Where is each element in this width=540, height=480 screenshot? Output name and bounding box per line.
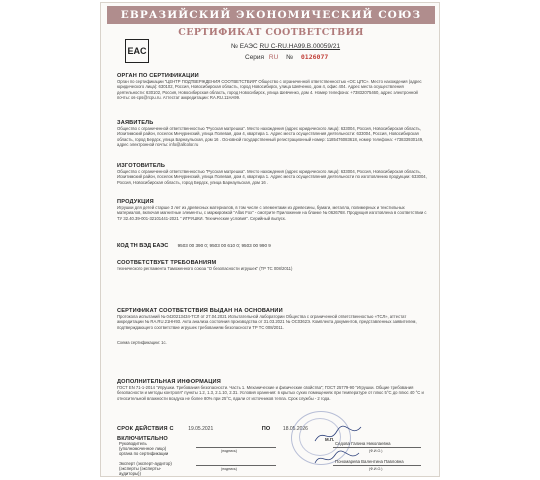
basis-heading: СЕРТИФИКАТ СООТВЕТСТВИЯ ВЫДАН НА ОСНОВАНИИ — [117, 308, 283, 314]
applicant-text: Общество с ограниченной ответственностью "Русская матрешка". Место нахождения (адрес юридического лица): 633004, Россия, Новосибирская область, Искитимский район, поселок Мичуринский, улица Полевая, дом 4, квартира 1. Адрес места осуществления деятельности: 633004, Россия, Новосибирская область, город Бердск, улица Барнаульская, дом 16 . Основной государственный регистрационный номер: 1185476083618, номер телефона: +73833930149, адрес электронной почты: info@allcolor.ru — [117, 126, 424, 148]
expert-name-caption: (Ф.И.О.) — [369, 467, 383, 471]
validity-label: СРОК ДЕЙСТВИЯ С — [117, 426, 174, 432]
codes-value: 9503 00 390 0; 9503 00 610 0; 9503 00 990 9 — [177, 243, 271, 248]
requirements-text: технического регламента Таможенного союза "О безопасности игрушек" (ТР ТС 008/2011) — [117, 266, 293, 271]
codes-heading: КОД ТН ВЭД ЕАЭС — [117, 243, 169, 249]
validity-to-label: ПО — [261, 426, 271, 432]
scheme-text: Схема сертификации: 1с. — [117, 340, 167, 346]
expert-name: Пономарева Валентина Павловна — [335, 459, 404, 464]
maker-heading: ИЗГОТОВИТЕЛЬ — [117, 163, 166, 169]
extra-heading: ДОПОЛНИТЕЛЬНАЯ ИНФОРМАЦИЯ — [117, 379, 221, 385]
organ-heading: ОРГАН ПО СЕРТИФИКАЦИИ — [117, 73, 199, 79]
maker-section — [117, 163, 429, 185]
series-number: 0126077 — [300, 53, 329, 61]
mp-label: М.П. — [325, 437, 335, 442]
series-no-label: № — [286, 54, 294, 61]
validity-from: 19.05.2021 — [188, 426, 214, 432]
head-label: Руководитель (уполномоченное лицо) органа по сертификации — [119, 441, 169, 456]
applicant-section — [117, 120, 429, 148]
basis-section — [117, 308, 429, 346]
head-sig-caption: (подпись) — [221, 449, 237, 453]
head-name-caption: (Ф.И.О.) — [369, 449, 383, 453]
expert-signature — [313, 449, 363, 469]
head-signature — [313, 423, 363, 447]
series-label: Серия — [245, 54, 265, 61]
tnved-codes — [117, 243, 271, 249]
head-name: Седова Галина Николаевна — [335, 441, 391, 446]
expert-label: Эксперт (эксперт-аудитор) (эксперты (эксперты-аудиторы)) — [119, 461, 172, 476]
certificate-sheet — [100, 2, 440, 477]
product-heading: ПРОДУКЦИЯ — [117, 199, 154, 205]
series-line — [245, 53, 328, 61]
number-value: RU C-RU.HA99.B.00059/21 — [259, 43, 341, 50]
certificate-number — [231, 43, 340, 50]
expert-sig-caption: (подпись) — [221, 467, 237, 471]
certificate-title: СЕРТИФИКАТ СООТВЕТСТВИЯ — [178, 27, 364, 38]
union-banner: ЕВРАЗИЙСКИЙ ЭКОНОМИЧЕСКИЙ СОЮЗ — [107, 6, 435, 24]
series-ru: RU — [268, 54, 279, 61]
organ-text: Орган по сертификации "ЦЕНТР ПОДТВЕРЖДЕНИЯ СООТВЕТСТВИЯ" Общество с ограниченной ответственностью «ОС ЦПС». Место нахождения (адрес юридического лица): 630102, Россия, Новосибирская область, город Новосибирск, улица Шевченко, дом 4, офис 404. Адрес места осуществления деятельности: 630102, Россия, Новосибирская область, город Новосибирск, улица Шевченко, дом 4. Номер телефона: +73832075460, адрес электронной почты: os-cps@rcpu.ru. Аттестат аккредитации: RA.RU.11HA99. — [117, 79, 422, 101]
maker-text: Общество с ограниченной ответственностью "Русская матрешка". Место нахождения (адрес юридического лица): 633004, Россия, Новосибирская область, Искитимский район, поселок Мичуринский, улица Полевая, дом 4, квартира 1. Адрес места осуществления деятельности по изготовлению продукции: 633004, Россия, Новосибирская область, город Бердск, улица Барнаульская, дом 16 . — [117, 169, 427, 185]
product-text: Игрушки для детей старше 3 лет из древесных материалов, в том числе с элементами из древесины, бумаги, металла, полимерных и текстильных материалов, включая магнитные элементы, с маркировкой "Allas Fox" - смотрите Приложение на бланке № 0626768. Продукция изготовлена в соответствии с ТУ 32.40.39-001-32101441-2021 " ИГРУШКИ. Технические условия". Серийный выпуск. — [117, 205, 427, 221]
organ-section — [117, 73, 429, 101]
expert-sig-line — [196, 465, 276, 466]
requirements-heading: СООТВЕТСТВУЕТ ТРЕБОВАНИЯМ — [117, 260, 217, 266]
validity-row — [117, 417, 429, 442]
head-name-line — [333, 447, 421, 448]
product-section — [117, 199, 429, 221]
head-sig-line — [196, 447, 276, 448]
validity-to: 18.05.2026 — [282, 426, 308, 432]
number-label: № ЕАЭС — [231, 43, 258, 50]
extra-text: ГОСТ EN 71-1-2014 "Игрушки. Требования безопасности. Часть 1. Механические и физические свойства"; ГОСТ 25779-90 "Игрушки. Общие требования безопасности и методы контроля" пункты 1.2, 1.3, 2.1.10, 2.31. Условия хранения: в крытых сухих помещениях при температуре от плюс 5°С до плюс 40 °С и относительной влажности воздуха не более 80% при 25°С, вдали от источников тепла. Срок службы - 2 года. — [117, 385, 424, 401]
requirements-section — [117, 260, 429, 271]
extra-info-section — [117, 379, 429, 401]
inclusive-label: ВКЛЮЧИТЕЛЬНО — [117, 436, 168, 442]
applicant-heading: ЗАЯВИТЕЛЬ — [117, 120, 154, 126]
eac-logo: EAC — [125, 39, 149, 63]
basis-text: Протокола испытаний № 0420213434-ТСЛ от 27.04.2021 Испытательной лаборатории Общества с ограниченной ответственностью «ТСЛ», аттестат аккредитации № RA.RU.21HH93. Акта анализа состояния производства от 31.03.2021 № ОС0362Э. Комплекта документов, представленных заявителем, подтверждающего соответствие игрушек требованиям безопасности ТР ТС 008/2011. — [117, 314, 417, 330]
